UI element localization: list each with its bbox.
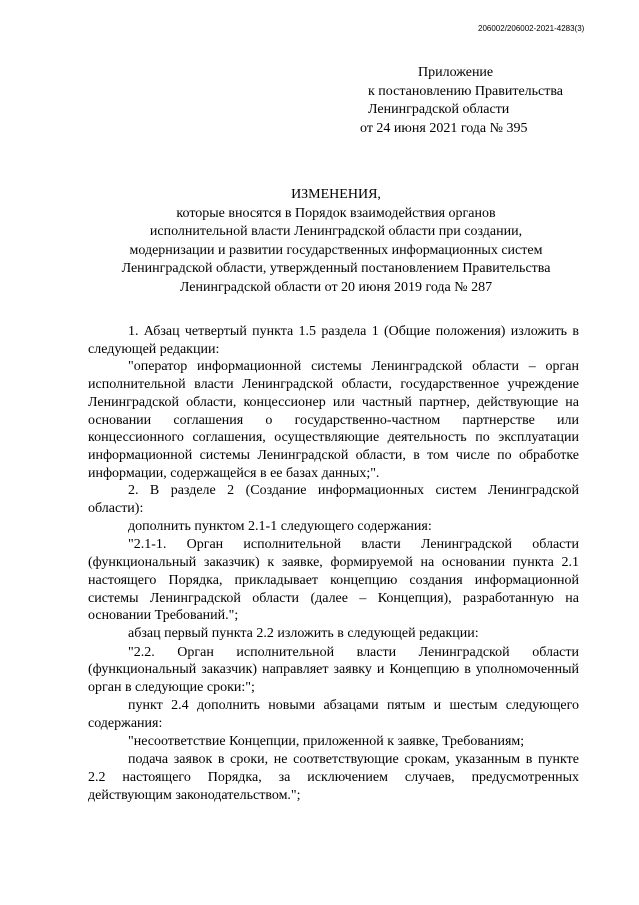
document-body: [88, 323, 579, 804]
paragraph-add-2-1-1: дополнить пунктом 2.1-1 следующего содержания:: [128, 519, 432, 535]
title-line: модернизации и развитии государственных информационных систем: [129, 242, 543, 258]
appendix-resolution-ref: к постановлению Правительства: [368, 83, 564, 99]
document-registration-number: 206002/206002-2021-4283(3): [478, 24, 585, 33]
paragraph-operator-definition: "оператор информационной системы Ленинградской области – орган исполнительной власти Ленинградской области, государственное учреждение Ленинградской области, концессионер или частный партнер, действующие на основании соглашения о государственно-частном партнерстве или концессионного соглашения, осуществляющие деятельность по эксплуатации информационной системы Ленинградской области, в том числе по обработке информации, содержащейся в ее базах данных;".: [88, 359, 579, 481]
paragraph-item-2: 2. В разделе 2 (Создание информационных систем Ленинградской области):: [88, 483, 579, 517]
paragraph-2-1-1-text: "2.1-1. Орган исполнительной власти Ленинградской области (функциональный заказчик) к заявке, формируемой на основании пункта 2.1 настоящего Порядка, прикладывает концепцию создания информационной системы Ленинградской области (далее – Концепция), разработанную на основании Требований.";: [88, 537, 579, 624]
paragraph-2-4-intro: пункт 2.4 дополнить новыми абзацами пятым и шестым следующего содержания:: [88, 698, 579, 731]
appendix-date-number: от 24 июня 2021 года № 395: [360, 120, 528, 136]
appendix-label: Приложение: [418, 65, 494, 80]
document-title: [60, 186, 612, 297]
title-line: исполнительной власти Ленинградской области при создании,: [149, 224, 523, 239]
title-line: Ленинградской области, утвержденный постановлением Правительства: [121, 261, 551, 276]
paragraph-2-2-intro: абзац первый пункта 2.2 изложить в следующей редакции:: [128, 626, 479, 642]
paragraph-2-4-item-6: подача заявок в сроки, не соответствующие срокам, указанным в пункте 2.2 настоящего Порядка, за исключением случаев, предусмотренных действующим законодательством.";: [88, 752, 579, 803]
title-heading: ИЗМЕНЕНИЯ,: [291, 187, 381, 202]
paragraph-2-4-item-5: "несоответствие Концепции, приложенной к заявке, Требованиям;: [128, 734, 525, 750]
paragraph-item-1: 1. Абзац четвертый пункта 1.5 раздела 1 (Общие положения) изложить в следующей редакции:: [88, 324, 579, 357]
title-line: Ленинградской области от 20 июня 2019 года № 287: [179, 279, 493, 295]
paragraph-2-2-text: "2.2. Орган исполнительной власти Ленинградской области (функциональный заказчик) направляет заявку и Концепцию в уполномоченный орган в следующие сроки:";: [88, 644, 579, 696]
appendix-region: Ленинградской области: [368, 102, 510, 117]
title-line: которые вносятся в Порядок взаимодействия органов: [176, 205, 496, 221]
appendix-header: [360, 64, 620, 138]
